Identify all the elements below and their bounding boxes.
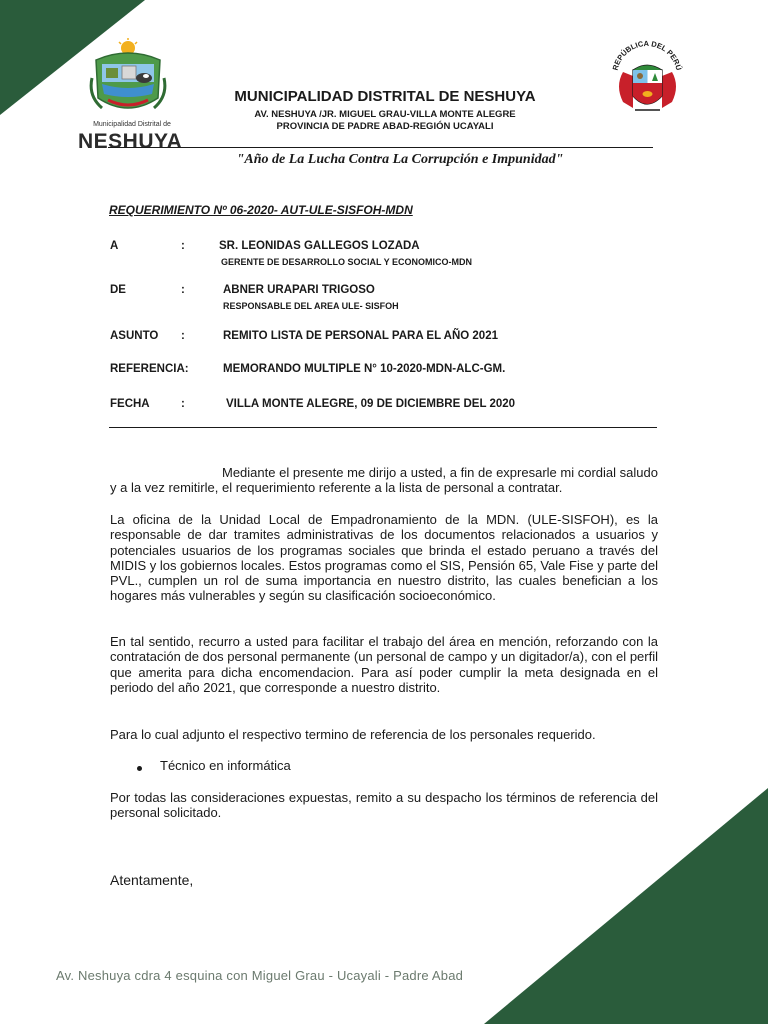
header-title: MUNICIPALIDAD DISTRITAL DE NESHUYA <box>234 88 536 105</box>
bullet-item: Técnico en informática <box>160 758 291 773</box>
header-province: PROVINCIA DE PADRE ABAD-REGIÓN UCAYALI <box>276 121 494 132</box>
paragraph-3: En tal sentido, recurro a usted para facilitar el trabajo del área en mención, reforzando con la contratación de dos personal permanente (un personal de campo y un digitador/a), con el perfil que amerita para dicha encomendacion. Para así poder cumplir la meta designada en el periodo del año 2021, que corresponde a nuestro distrito. <box>110 634 658 695</box>
seal-caption: REPÚBLICA DEL PERÚ <box>610 38 684 72</box>
to-name: SR. LEONIDAS GALLEGOS LOZADA <box>219 240 420 252</box>
paragraph-5: Por todas las consideraciones expuestas, remito a su despacho los términos de referencia del personal solicitado. <box>110 790 658 821</box>
reference-label: REFERENCIA: <box>110 363 189 375</box>
header-address: AV. NESHUYA /JR. MIGUEL GRAU-VILLA MONTE ALEGRE <box>254 109 516 120</box>
paragraph-1-text: Mediante el presente me dirijo a usted, a fin de expresarle mi cordial saludo y a la vez remitirle, el requerimiento referente a la lista de personal a contratar. <box>110 465 658 496</box>
date-value: VILLA MONTE ALEGRE, 09 DE DICIEMBRE DEL 2020 <box>226 398 516 410</box>
paragraph-1 <box>110 465 658 496</box>
closing: Atentamente, <box>110 872 194 888</box>
reference-value: MEMORANDO MULTIPLE N° 10-2020-MDN-ALC-GM. <box>223 363 506 375</box>
date-label: FECHA <box>110 398 150 410</box>
from-label: DE <box>110 284 126 296</box>
to-label: A <box>110 240 119 252</box>
paragraph-2: La oficina de la Unidad Local de Empadronamiento de la MDN. (ULE-SISFOH), es la responsable de dar tramites administrativas de los documentos relacionados a usuarios y potenciales usuarios de los programas sociales que brinda el estado peruano a través del MIDIS y los gobiernos locales. Estos programas como el SIS, Pensión 65, Vale Fise y parte del PVL., cumplen un rol de suma importancia en nuestro distrito, las cuales benefician a los hogares más vulnerables y según su clasificación socioeconómico. <box>110 512 658 604</box>
from-title: RESPONSABLE DEL AREA ULE- SISFOH <box>223 301 399 311</box>
memo-reference-id: REQUERIMIENTO Nº 06-2020- AUT-ULE-SISFOH-MDN <box>109 203 413 217</box>
from-colon: : <box>181 284 185 296</box>
municipal-logo <box>88 38 168 120</box>
fields-divider <box>109 427 657 428</box>
motto: "Año de La Lucha Contra La Corrupción e Impunidad" <box>236 152 564 167</box>
from-name: ABNER URAPARI TRIGOSO <box>223 284 375 296</box>
corner-triangle-bottom-right <box>484 788 768 1024</box>
municipal-emblem-icon <box>88 38 168 120</box>
logo-caption-small: Municipalidad Distrital de <box>93 121 171 128</box>
date-colon: : <box>181 398 185 410</box>
paragraph-4: Para lo cual adjunto el respectivo termino de referencia de los personales requerido. <box>110 727 596 742</box>
bullet-icon <box>137 766 142 771</box>
footer-address: Av. Neshuya cdra 4 esquina con Miguel Grau - Ucayali - Padre Abad <box>56 968 464 983</box>
to-title: GERENTE DE DESARROLLO SOCIAL Y ECONOMICO-MDN <box>221 257 473 267</box>
logo-caption-big: NESHUYA <box>78 130 183 153</box>
to-colon: : <box>181 240 185 252</box>
subject-label: ASUNTO <box>110 330 159 342</box>
header-divider <box>108 147 653 148</box>
subject-colon: : <box>181 330 185 342</box>
subject-value: REMITO LISTA DE PERSONAL PARA EL AÑO 2021 <box>223 330 498 342</box>
